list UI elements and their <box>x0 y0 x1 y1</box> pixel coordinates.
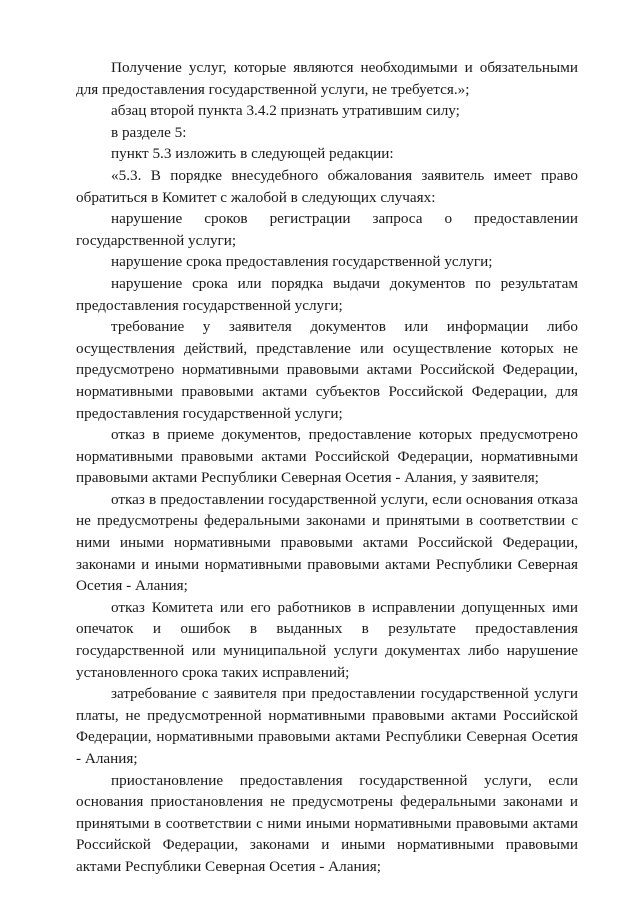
paragraph-services-not-required: Получение услуг, которые являются необходимыми и обязательными для предоставления государственной услуги, не требуется.»; <box>76 59 578 98</box>
paragraph-issuance-violation: нарушение срока или порядка выдачи документов по результатам предоставления государственной услуги; <box>76 274 578 314</box>
paragraph-term-violation: нарушение срока предоставления государственной услуги; <box>111 253 493 271</box>
paragraph-clause-5-3: пункт 5.3 изложить в следующей редакции: <box>111 145 394 163</box>
paragraph-clause-3-4-2: абзац второй пункта 3.4.2 признать утратившим силу; <box>111 102 460 120</box>
paragraph-suspension: приостановление предоставления государственной услуги, если основания приостановления не предусмотрены федеральными законами и принятыми в соответствии с ними иными нормативными правовыми актами Российской Федерации, законами и иными нормативными правовыми актами Республики Северная Осетия - Алания; <box>76 771 578 875</box>
paragraph-section-5: в разделе 5: <box>111 123 187 141</box>
paragraph-refusal-acceptance: отказ в приеме документов, предоставление которых предусмотрено нормативными правовыми актами Российской Федерации, нормативными правовыми актами Республики Северная Осетия - Алания, у заявителя; <box>76 426 578 487</box>
paragraph-registration-violation: нарушение сроков регистрации запроса о предоставлении государственной услуги; <box>76 210 578 249</box>
paragraph-refusal-provision: отказ в предоставлении государственной услуги, если основания отказа не предусмотрены федеральными законами и принятыми в соответствии с ними иными нормативными правовыми актами Российской Федерации, законами и иными нормативными правовыми актами Республики Северная Осетия - Алания; <box>76 490 578 595</box>
paragraph-correction-refusal: отказ Комитета или его работников в исправлении допущенных ими опечаток и ошибок в выданных в результате предоставления государственной или муниципальной услуги документах либо нарушение установленного срока таких исправлений; <box>76 598 578 681</box>
paragraph-5-3-intro: «5.3. В порядке внесудебного обжалования заявитель имеет право обратиться в Комитет с жалобой в следующих случаях: <box>76 166 578 206</box>
document-body <box>76 57 578 878</box>
paragraph-fee-demand: затребование с заявителя при предоставлении государственной услуги платы, не предусмотренной нормативными правовыми актами Российской Федерации, нормативными правовыми актами Республики Северная Осетия - Алания; <box>76 685 578 767</box>
paragraph-document-requirement: требование у заявителя документов или информации либо осуществления действий, представление или осуществление которых не предусмотрено нормативными правовыми актами Российской Федерации, нормативными правовыми актами субъектов Российской Федерации, для предоставления государственной услуги; <box>76 318 578 422</box>
